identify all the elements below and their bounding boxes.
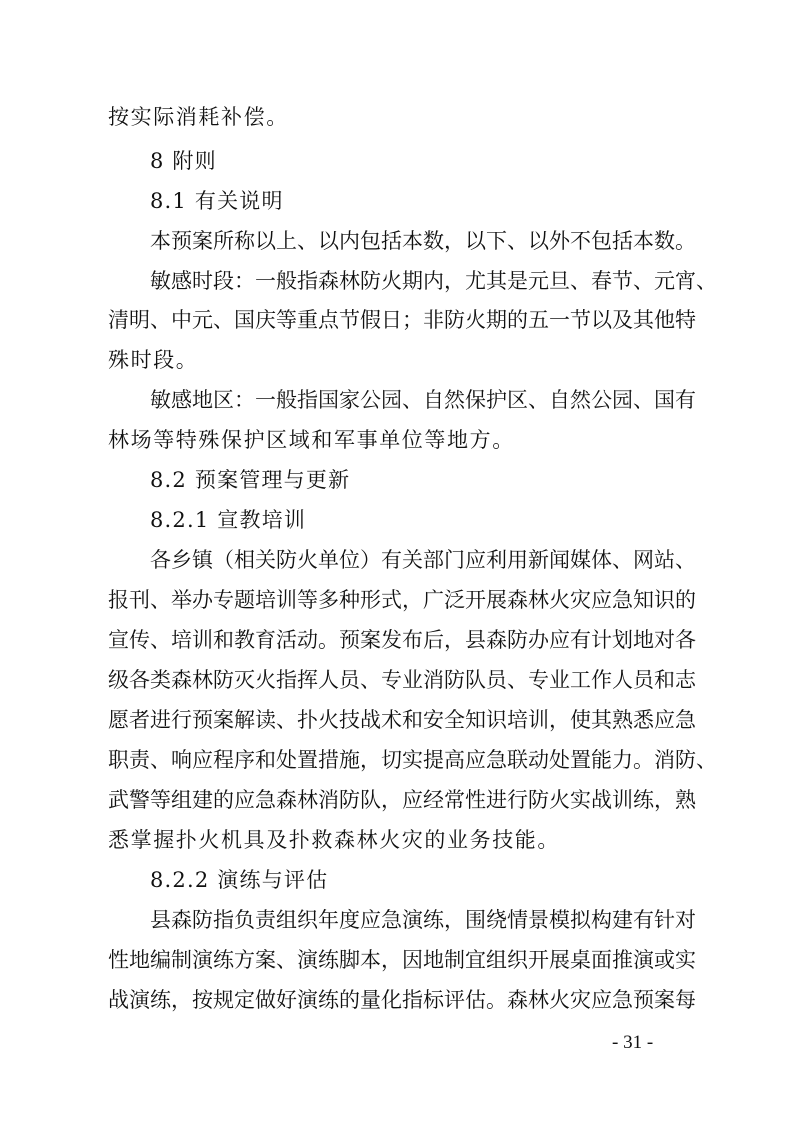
subsubsection-heading: 8.2.1 宣教培训 (150, 508, 307, 532)
paragraph-line: 县森防指负责组织年度应急演练，围绕情景模拟构建有针对 (150, 908, 696, 932)
paragraph-line: 职责、响应程序和处置措施，切实提高应急联动处置能力。消防、 (108, 748, 717, 772)
paragraph-line: 武警等组建的应急森林消防队，应经常性进行防火实战训练，熟 (108, 788, 696, 812)
paragraph-line: 悉掌握扑火机具及扑救森林火灾的业务技能。 (108, 828, 560, 852)
subsubsection-heading: 8.2.2 演练与评估 (150, 868, 329, 892)
paragraph-line: 性地编制演练方案、演练脚本，因地制宜组织开展桌面推演或实 (108, 948, 696, 972)
subsection-heading: 8.2 预案管理与更新 (150, 468, 351, 492)
paragraph-line: 敏感地区：一般指国家公园、自然保护区、自然公园、国有 (150, 388, 696, 412)
paragraph-line: 各乡镇（相关防火单位）有关部门应利用新闻媒体、网站、 (150, 548, 696, 572)
paragraph-line: 报刊、举办专题培训等多种形式，广泛开展森林火灾应急知识的 (108, 588, 696, 612)
page-number: - 31 - (612, 1032, 654, 1053)
paragraph-line: 林场等特殊保护区域和军事单位等地方。 (108, 428, 515, 452)
subsection-heading: 8.1 有关说明 (150, 189, 284, 213)
paragraph-line: 宣传、培训和教育活动。预案发布后，县森防办应有计划地对各 (108, 628, 696, 652)
paragraph-line: 清明、中元、国庆等重点节假日；非防火期的五一节以及其他特 (108, 308, 696, 332)
paragraph-line: 按实际消耗补偿。 (108, 105, 289, 129)
paragraph-line: 本预案所称以上、以内包括本数，以下、以外不包括本数。 (150, 229, 696, 253)
paragraph-line: 殊时段。 (108, 348, 199, 372)
section-heading: 8 附则 (150, 149, 217, 173)
paragraph-line: 级各类森林防灭火指挥人员、专业消防队员、专业工作人员和志 (108, 668, 696, 692)
paragraph-line: 愿者进行预案解读、扑火技战术和安全知识培训，使其熟悉应急 (108, 708, 696, 732)
paragraph-line: 战演练，按规定做好演练的量化指标评估。森林火灾应急预案每 (108, 988, 696, 1012)
paragraph-line: 敏感时段：一般指森林防火期内，尤其是元旦、春节、元宵、 (150, 269, 717, 293)
